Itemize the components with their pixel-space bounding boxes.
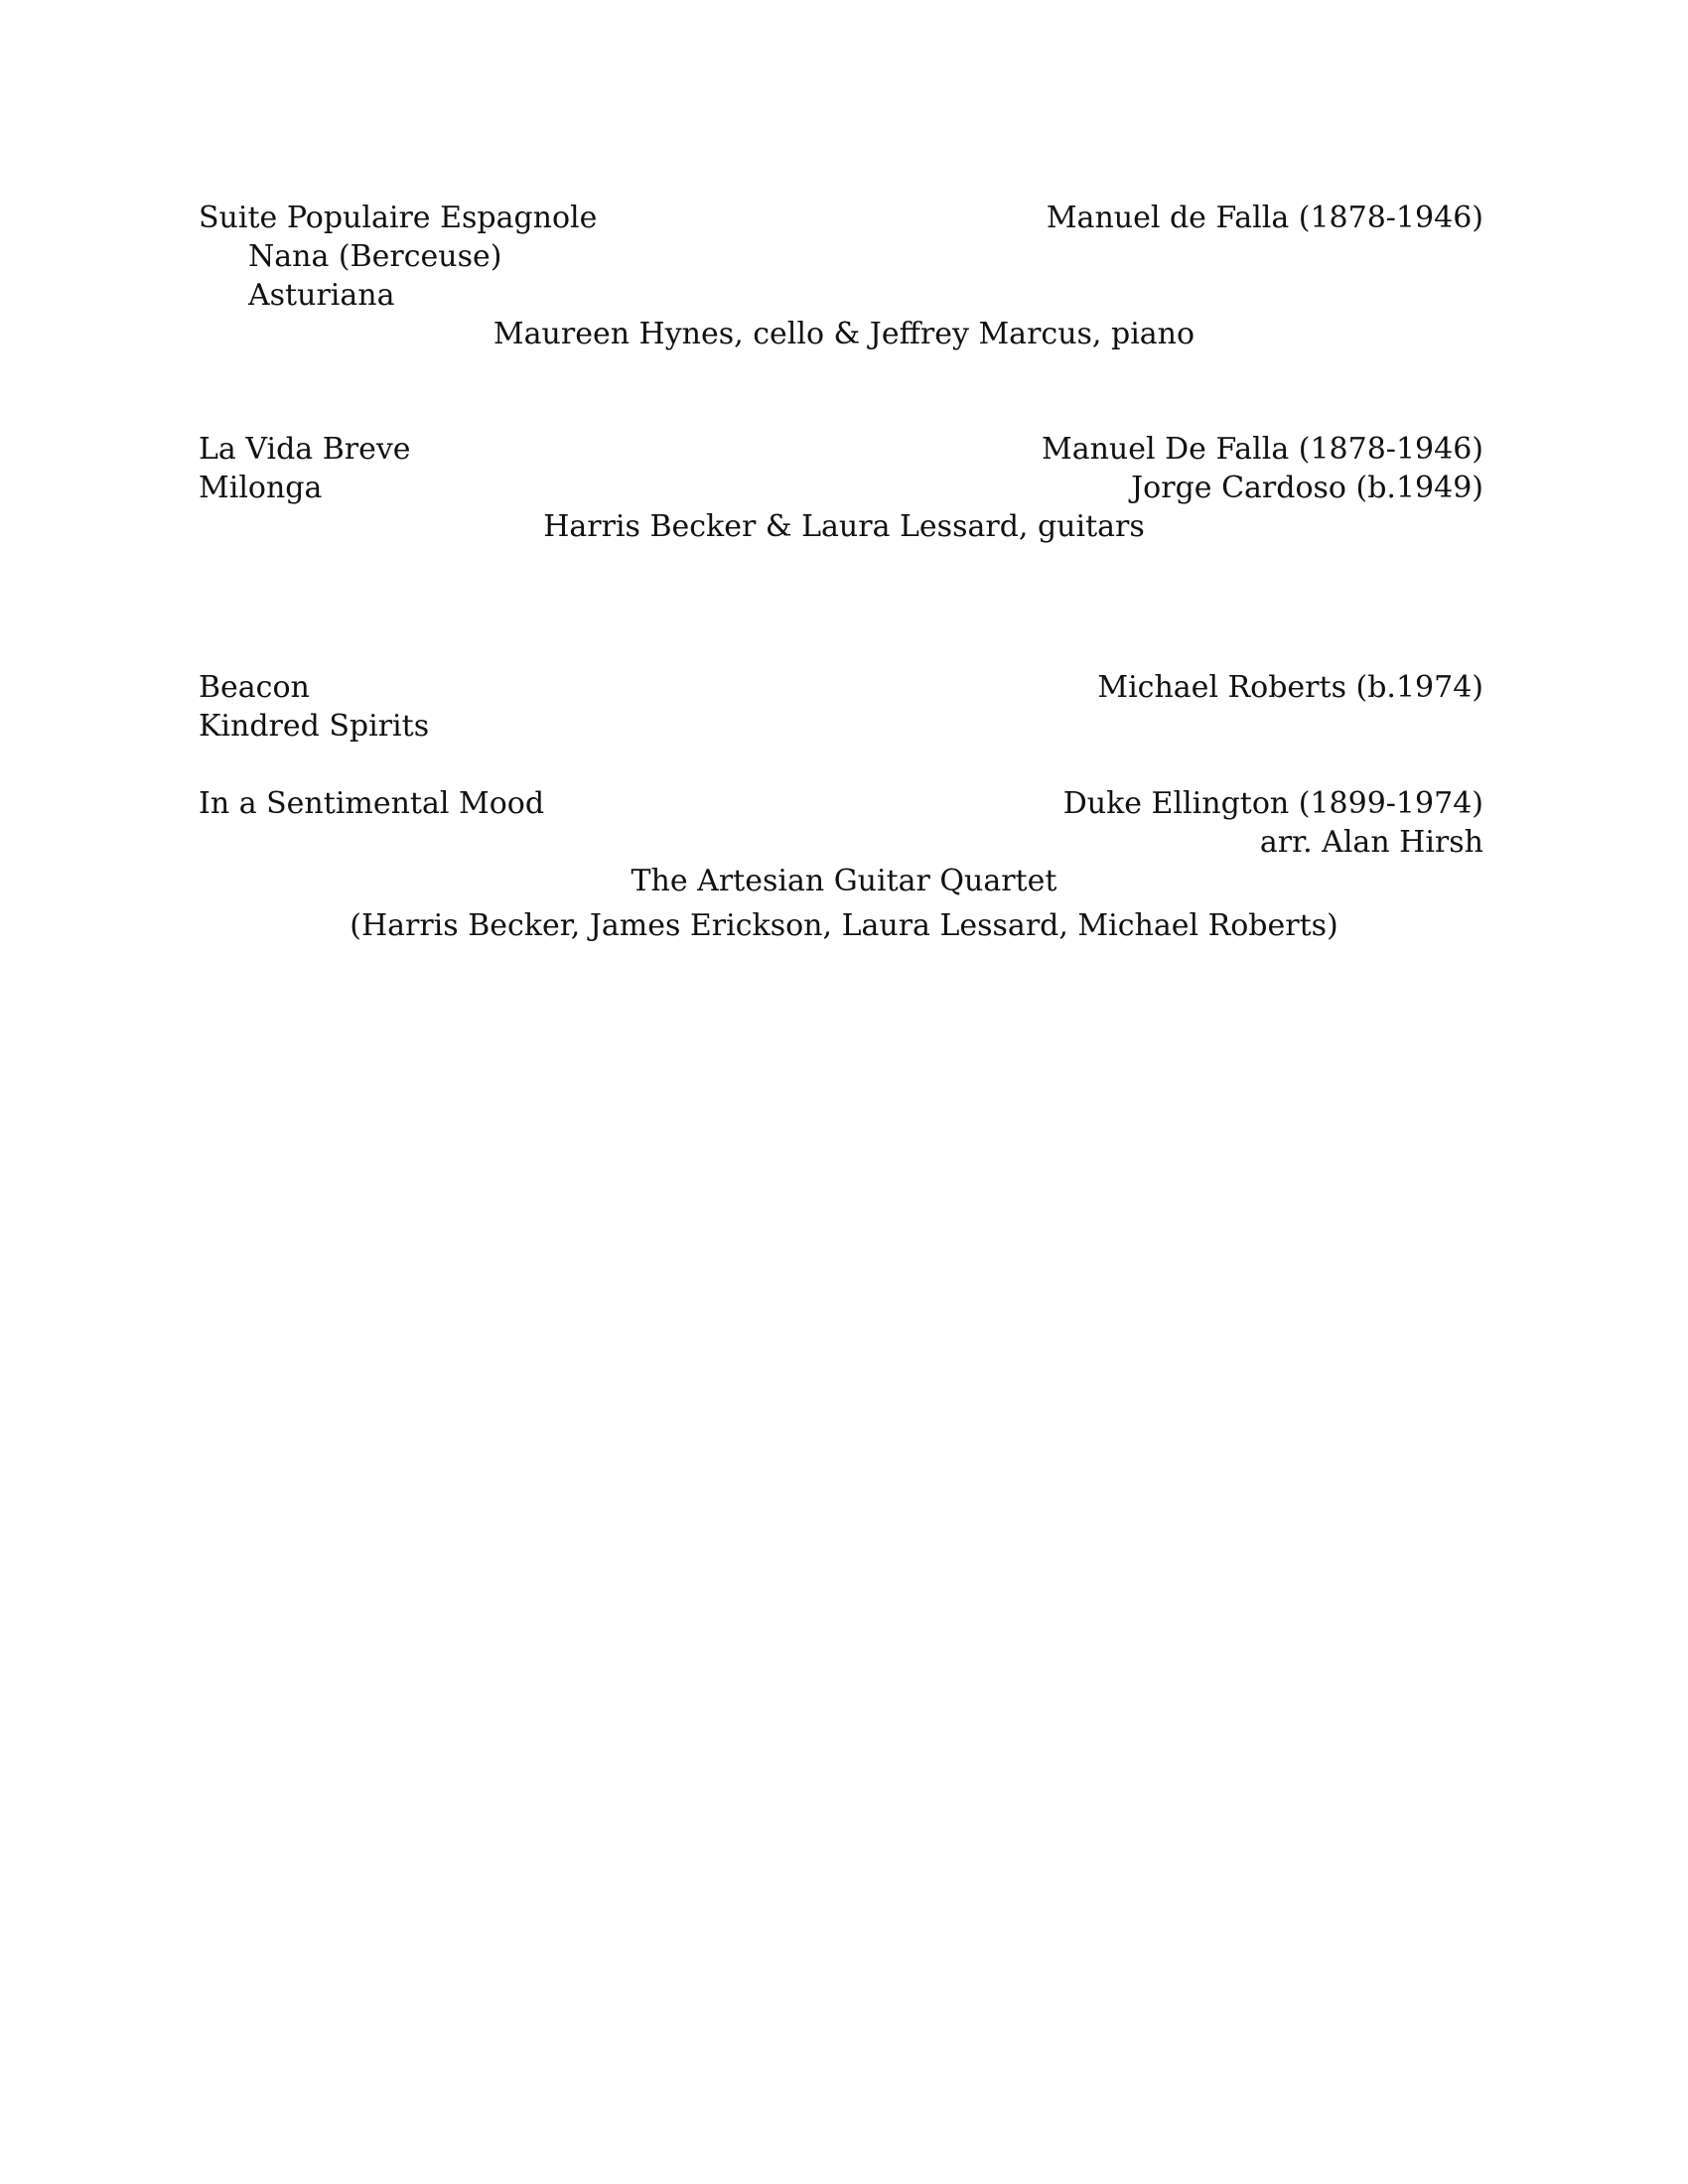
composer: Michael Roberts (b.1974) bbox=[1097, 670, 1483, 705]
movement-title: Nana (Berceuse) bbox=[248, 239, 502, 274]
movement-title: Asturiana bbox=[248, 278, 395, 313]
program-entry bbox=[199, 668, 1483, 708]
composer: Manuel De Falla (1878-1946) bbox=[1042, 432, 1483, 467]
composer: Manuel de Falla (1878-1946) bbox=[1046, 201, 1483, 235]
performers: Harris Becker & Laura Lessard, guitars bbox=[543, 509, 1145, 544]
piece-title: Milonga bbox=[199, 471, 323, 505]
arranger: arr. Alan Hirsh bbox=[1259, 825, 1483, 860]
performers: Maureen Hynes, cello & Jeffrey Marcus, piano bbox=[492, 317, 1196, 351]
piece-title: Kindred Spirits bbox=[199, 709, 430, 744]
program-entry bbox=[199, 707, 1483, 747]
performers: The Artesian Guitar Quartet bbox=[631, 864, 1057, 898]
piece-title: In a Sentimental Mood bbox=[199, 786, 545, 821]
composer: Jorge Cardoso (b.1949) bbox=[1131, 471, 1483, 505]
program-entry bbox=[199, 199, 1483, 238]
piece-title: La Vida Breve bbox=[199, 432, 411, 467]
program-entry bbox=[199, 469, 1483, 508]
arranger-entry bbox=[199, 823, 1483, 863]
piece-title: Suite Populaire Espagnole bbox=[199, 201, 598, 235]
movement-entry bbox=[199, 237, 1483, 277]
composer: Duke Ellington (1899-1974) bbox=[1062, 786, 1483, 821]
ensemble-members: (Harris Becker, James Erickson, Laura Lessard, Michael Roberts) bbox=[350, 908, 1338, 943]
program-entry bbox=[199, 430, 1483, 470]
piece-title: Beacon bbox=[199, 670, 310, 705]
program-entry bbox=[199, 784, 1483, 824]
movement-entry bbox=[199, 276, 1483, 316]
